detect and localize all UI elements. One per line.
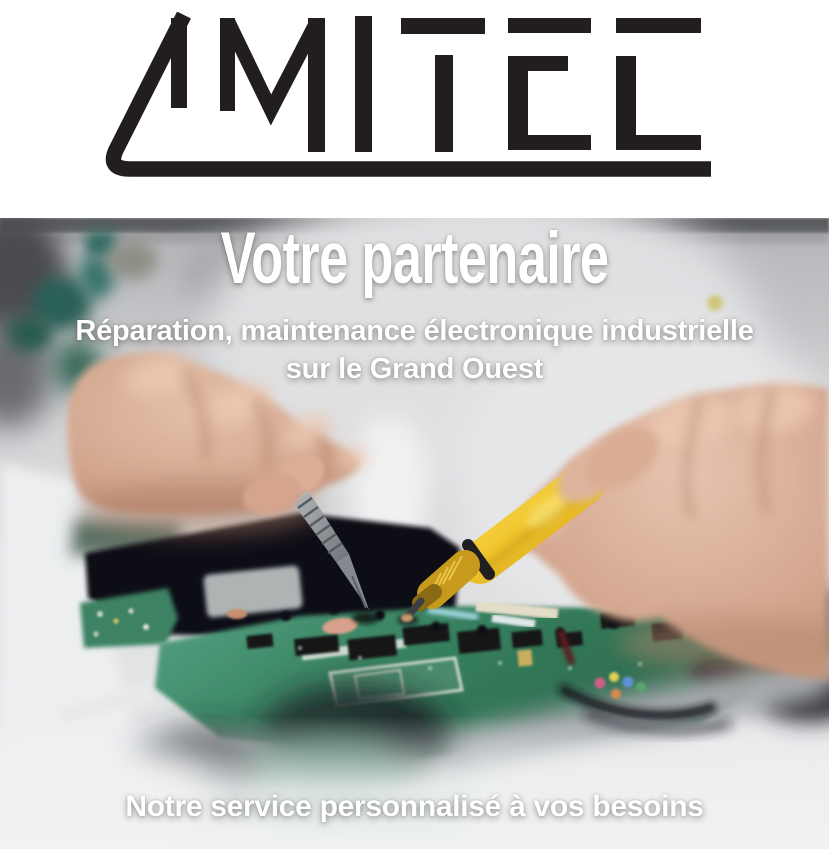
brand-name (0, 0, 1, 1)
solder-pad (401, 614, 413, 622)
logo-header (0, 0, 829, 218)
hero-caption: Notre service personnalisé à vos besoins (125, 790, 704, 823)
hero-subtitle-line2: sur le Grand Ouest (285, 353, 544, 385)
amitec-logo (97, 12, 719, 184)
tweezers-tip-shadow (352, 612, 380, 624)
hero-subtitle (0, 312, 829, 388)
hero-title: Votre partenaire (220, 218, 609, 299)
hero-photo-section (0, 218, 829, 849)
hero-subtitle-line1: Réparation, maintenance électronique industrielle (75, 315, 754, 347)
tan-connector (517, 649, 532, 666)
